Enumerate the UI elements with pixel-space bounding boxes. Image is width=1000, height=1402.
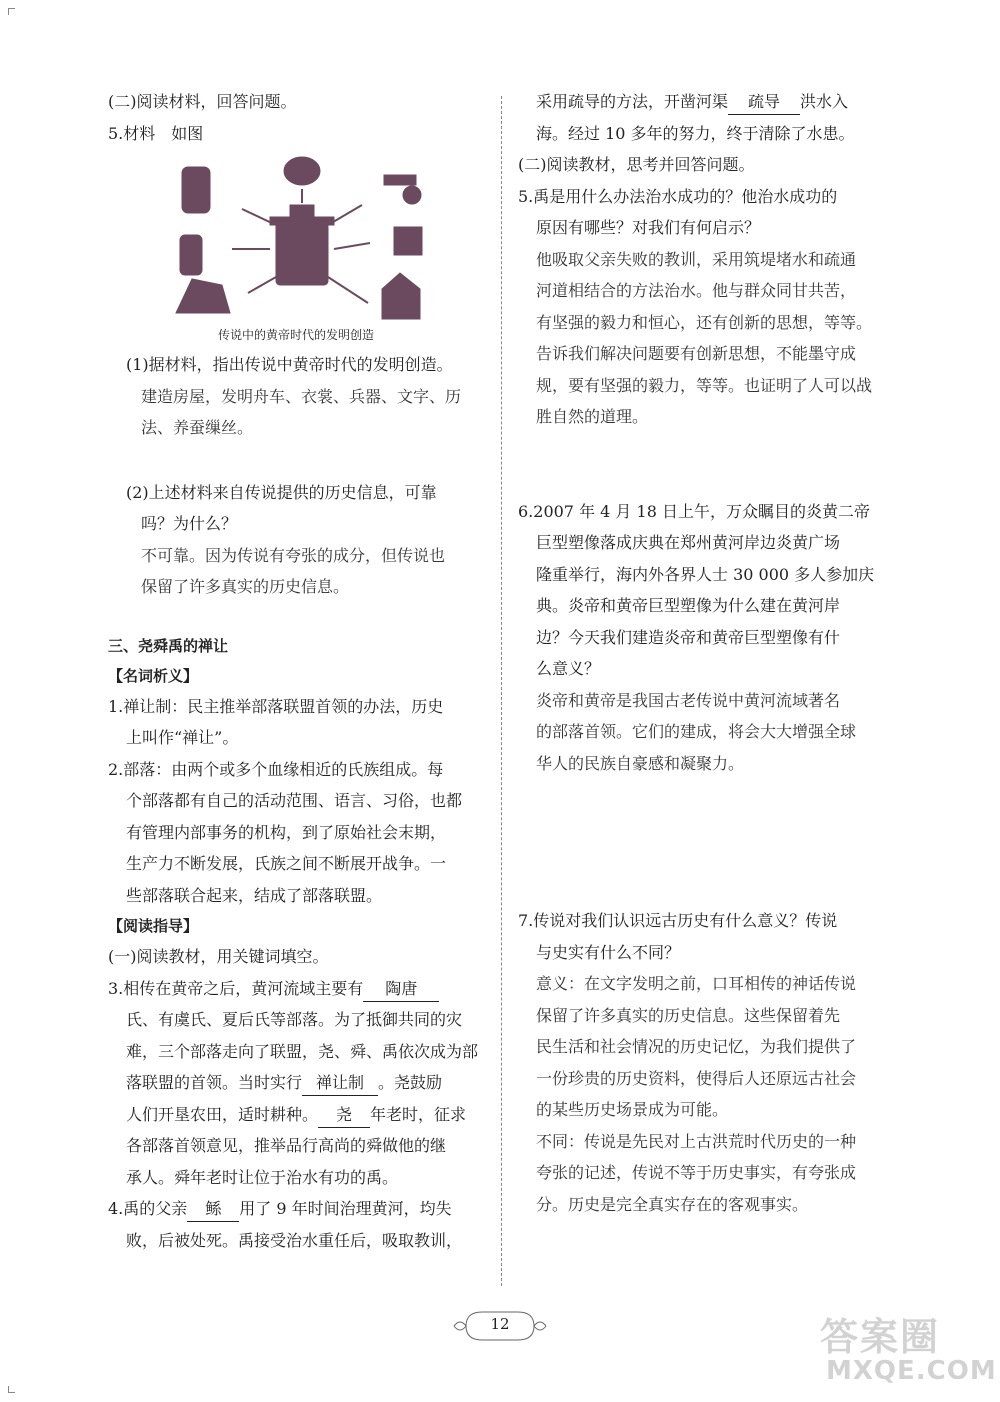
arrow-icon — [328, 277, 368, 303]
answer-line: 规，要有坚强的毅力，等等。也证明了人可以战 — [536, 375, 873, 395]
fill-blank: 陶唐 — [363, 977, 439, 1002]
answer-line: 的部落首领。它们的建成，将会大大增强全球 — [536, 722, 857, 741]
subquestion-2: (2)上述材料来自传说提供的历史信息，可靠 — [126, 482, 437, 502]
writing-icon — [182, 167, 210, 213]
question-3-cont: 落联盟的首领。当时实行 禅让制 。尧鼓励 — [108, 1067, 484, 1099]
fill-blank: 鲧 — [187, 1197, 239, 1222]
answer-line: 保留了许多真实的历史信息。这些保留着先 — [536, 1005, 841, 1025]
crown-top-icon — [290, 205, 314, 219]
question-3-cont: 氏、有虞氏、夏后氏等部落。为了抵御共同的灾 — [126, 1010, 463, 1029]
crop-mark — [8, 1386, 15, 1393]
question-3-cont: 人们开垦农田，适时耕种。 尧 年老时，征求 — [108, 1099, 484, 1131]
page-number-badge — [452, 1306, 548, 1346]
answer-line: 分。历史是完全真实存在的客观事实。 — [536, 1194, 809, 1214]
cart-icon — [384, 175, 416, 185]
answer-line: 河道相结合的方法治水。他与群众同甘共苦， — [536, 281, 857, 300]
question-6-cont: 巨型塑像落成庆典在郑州黄河岸边炎黄广场 — [536, 533, 841, 552]
watermark-url: MXQE.COM — [826, 1356, 997, 1386]
question-5: 5.禹是用什么办法治水成功的？他治水成功的 — [518, 186, 838, 206]
term-1-cont: 上叫作“禅让”。 — [126, 728, 239, 747]
arrow-icon — [328, 205, 362, 225]
term-2-cont: 生产力不断发展，氏族之间不断展开战争。一 — [126, 854, 447, 873]
question-3-cont: 各部落首领意见，推举品行高尚的舜做他的继 — [126, 1136, 447, 1155]
answer-line: 不同：传说是先民对上古洪荒时代历史的一种 — [536, 1131, 857, 1151]
crop-mark — [8, 8, 15, 15]
question-6-cont: 典。炎帝和黄帝巨型塑像为什么建在黄河岸 — [536, 596, 841, 615]
answer-line: 不可靠。因为传说有夸张的成分，但传说也 — [141, 545, 446, 565]
answer-line: 他吸取父亲失败的教训，采用筑堤堵水和疏通 — [536, 249, 857, 269]
column-divider — [501, 96, 502, 1286]
watermark — [820, 1306, 997, 1396]
question-7: 7.传说对我们认识远古历史有什么意义？传说 — [518, 911, 838, 930]
subquestion-1: (1)据材料，指出传说中黄帝时代的发明创造。 — [126, 355, 453, 374]
term-1: 1.禅让制：民主推举部落联盟首领的办法，历史 — [108, 696, 444, 716]
question-4-cont: 采用疏导的方法，开凿河渠 疏导 洪水入 — [518, 86, 894, 118]
huangdi-figure-icon — [276, 223, 328, 285]
answer-line: 告诉我们解决问题要有创新思想，不能墨守成 — [536, 344, 857, 363]
clothing-icon — [176, 279, 230, 313]
term-2-cont: 有管理内部事务的机构，到了原始社会末期， — [126, 822, 447, 842]
answer-line: 夸张的记述，传说不等于历史事实，有夸张成 — [536, 1163, 857, 1182]
huangdi-inventions-figure — [172, 153, 432, 323]
answer-line: 炎帝和黄帝是我国古老传说中黄河流域著名 — [536, 690, 841, 710]
fill-blank: 尧 — [318, 1103, 370, 1128]
question-3-cont: 难，三个部落走向了联盟，尧、舜、禹依次成为部 — [126, 1041, 479, 1061]
question-3-cont: 承人。舜年老时让位于治水有功的禹。 — [126, 1167, 399, 1187]
question-4-cont: 海。经过 10 多年的努力，终于清除了水患。 — [536, 123, 855, 143]
question-6-cont: 边？今天我们建造炎帝和黄帝巨型塑像有什 — [536, 627, 841, 647]
subquestion-2-cont: 吗？为什么？ — [141, 514, 238, 533]
answer-line: 一份珍贵的历史资料，使得后人还原远古社会 — [536, 1068, 857, 1088]
tag-reading-guide: 【阅读指导】 — [108, 917, 199, 935]
subsection-heading: (一)阅读教材，用关键词填空。 — [108, 947, 329, 966]
question-4-cont: 败，后被处死。禹接受治水重任后，吸取教训， — [126, 1230, 463, 1250]
arrow-icon — [248, 277, 276, 293]
question-4: 4.禹的父亲 鲧 用了 9 年时间治理黄河，均失 — [108, 1193, 484, 1225]
answer-line: 华人的民族自豪感和凝聚力。 — [536, 753, 745, 773]
answer-line: 民生活和社会情况的历史记忆，为我们提供了 — [536, 1037, 857, 1056]
answer-line: 保留了许多真实的历史信息。 — [141, 577, 350, 596]
inventions-illustration — [172, 153, 432, 323]
figure-caption: 传说中的黄帝时代的发明创造 — [217, 328, 374, 342]
page-number: 12 — [490, 1315, 510, 1333]
cart-wheel-icon — [403, 186, 421, 204]
house-icon — [382, 273, 420, 319]
term-2-cont: 些部落联合起来，结成了部落联盟。 — [126, 885, 383, 905]
question-5-material: 5.材料 如图 — [108, 123, 204, 143]
question-5-cont: 原因有哪些？对我们有何启示？ — [536, 218, 761, 237]
question-7-cont: 与史实有什么不同？ — [536, 942, 681, 962]
answer-line: 法、养蚕缫丝。 — [141, 418, 254, 437]
arrow-icon — [334, 243, 370, 249]
weapon-icon — [180, 235, 202, 275]
silk-icon — [284, 157, 320, 185]
question-3: 3.相传在黄帝之后，黄河流域主要有 陶唐 — [108, 973, 484, 1005]
fill-blank: 疏导 — [728, 90, 800, 115]
question-6-cont: 么意义？ — [536, 659, 601, 678]
tag-term-explanation: 【名词析义】 — [108, 666, 199, 685]
answer-line: 意义：在文字发明之前，口耳相传的神话传说 — [536, 974, 857, 993]
answer-line: 建造房屋，发明舟车、衣裳、兵器、文字、历 — [141, 386, 462, 406]
answer-line: 胜自然的道理。 — [536, 407, 649, 426]
question-6: 6.2007 年 4 月 18 日上午，万众瞩目的炎黄二帝 — [518, 501, 870, 521]
question-6-cont: 隆重举行，海内外各界人士 30 000 多人参加庆 — [536, 564, 875, 584]
term-2: 2.部落：由两个或多个血缘相近的氏族组成。每 — [108, 759, 444, 779]
section-heading-reading: (二)阅读材料，回答问题。 — [108, 92, 297, 111]
calendar-icon — [394, 227, 422, 255]
answer-line: 有坚强的毅力和恒心，还有创新的思想，等等。 — [536, 312, 873, 332]
watermark-logo-text: 答案圈 — [820, 1315, 941, 1359]
term-2-cont: 个部落都有自己的活动范围、语言、习俗，也都 — [126, 791, 463, 810]
subsection-heading: (二)阅读教材，思考并回答问题。 — [518, 155, 755, 174]
right-column — [518, 86, 894, 1220]
left-column — [108, 86, 484, 1256]
section-title: 三、尧舜禹的禅让 — [108, 636, 229, 655]
fill-blank: 禅让制 — [302, 1071, 378, 1096]
answer-line: 的某些历史场景成为可能。 — [536, 1100, 729, 1119]
